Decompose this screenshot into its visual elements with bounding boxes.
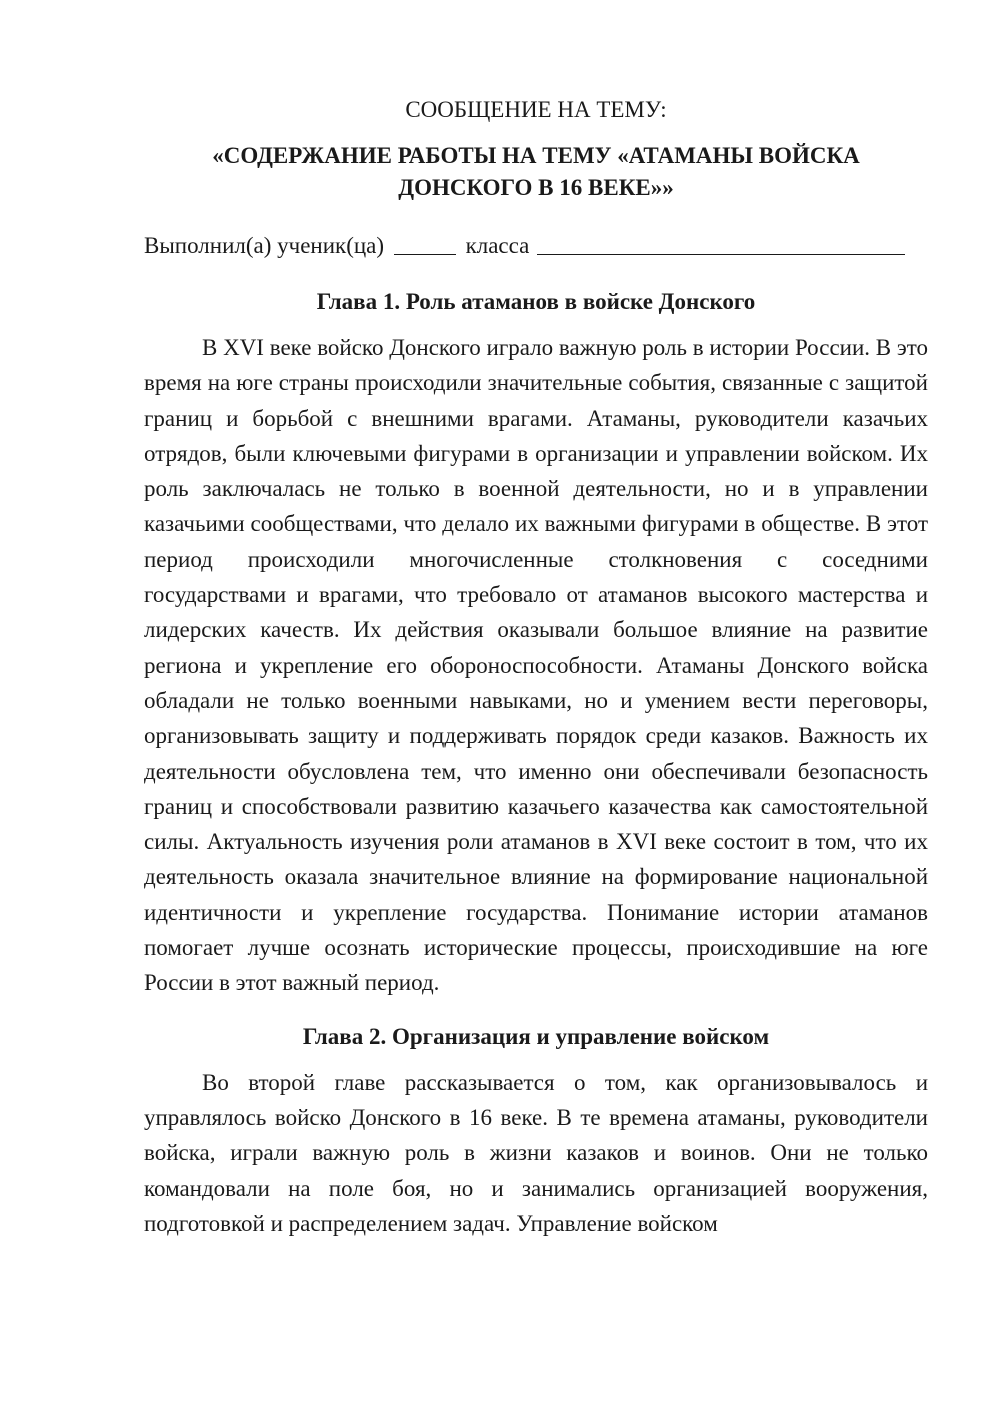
document-title (144, 140, 928, 204)
chapter-1-paragraph: В XVI веке войско Донского играло важную роль в истории России. В это время на юге страны происходили значительные события, связанные с защитой границ и борьбой с внешними врагами. Атаманы, руководители казачьих отрядов, были ключевыми фигурами в организации и управлении войском. Их роль заключалась не только в военной деятельности, но и в управлении казачьими сообществами, что делало их важными фигурами в обществе. В этот период происходили многочисленные столкновения с соседними государствами и врагами, что требовало от атаманов высокого мастерства и лидерских качеств. Их действия оказывали большое влияние на развитие региона и укрепление его обороноспособности. Атаманы Донского войска обладали не только военными навыками, но и умением вести переговоры, организовывать защиту и поддерживать порядок среди казаков. Важность их деятельности обусловлена тем, что именно они обеспечивали безопасность границ и способствовали развитию казачьего казачества как самостоятельной силы. Актуальность изучения роли атаманов в XVI веке состоит в том, что их деятельность оказала значительное влияние на формирование национальной идентичности и укрепление государства. Понимание истории атаманов помогает лучше осознать исторические процессы, происходившие на юге России в этот важный период. (144, 335, 928, 996)
student-name-blank (537, 230, 905, 255)
document-title-line-1: «СОДЕРЖАНИЕ РАБОТЫ НА ТЕМУ «АТАМАНЫ ВОЙСКА (212, 143, 860, 168)
chapter-1-heading: Глава 1. Роль атаманов в войске Донского (316, 289, 756, 314)
class-label: класса (465, 233, 530, 258)
document-content (144, 92, 928, 1241)
document-title-line-2: ДОНСКОГО В 16 ВЕКЕ»» (398, 175, 674, 200)
document-topic: СООБЩЕНИЕ НА ТЕМУ: (405, 97, 667, 122)
chapter-2-paragraph: Во второй главе рассказывается о том, как организовывалось и управлялось войско Донского в 16 веке. В те времена атаманы, руководители войска, играли важную роль в жизни казаков и воинов. Они не только командовали на поле боя, но и занимались организацией вооружения, подготовкой и распределением задач. Управление войском (144, 1069, 928, 1236)
signature-line (144, 228, 928, 262)
chapter-2-heading: Глава 2. Организация и управление войском (302, 1023, 770, 1049)
class-number-blank (394, 230, 456, 255)
completed-by-label: Выполнил(а) ученик(ца) (144, 233, 385, 258)
